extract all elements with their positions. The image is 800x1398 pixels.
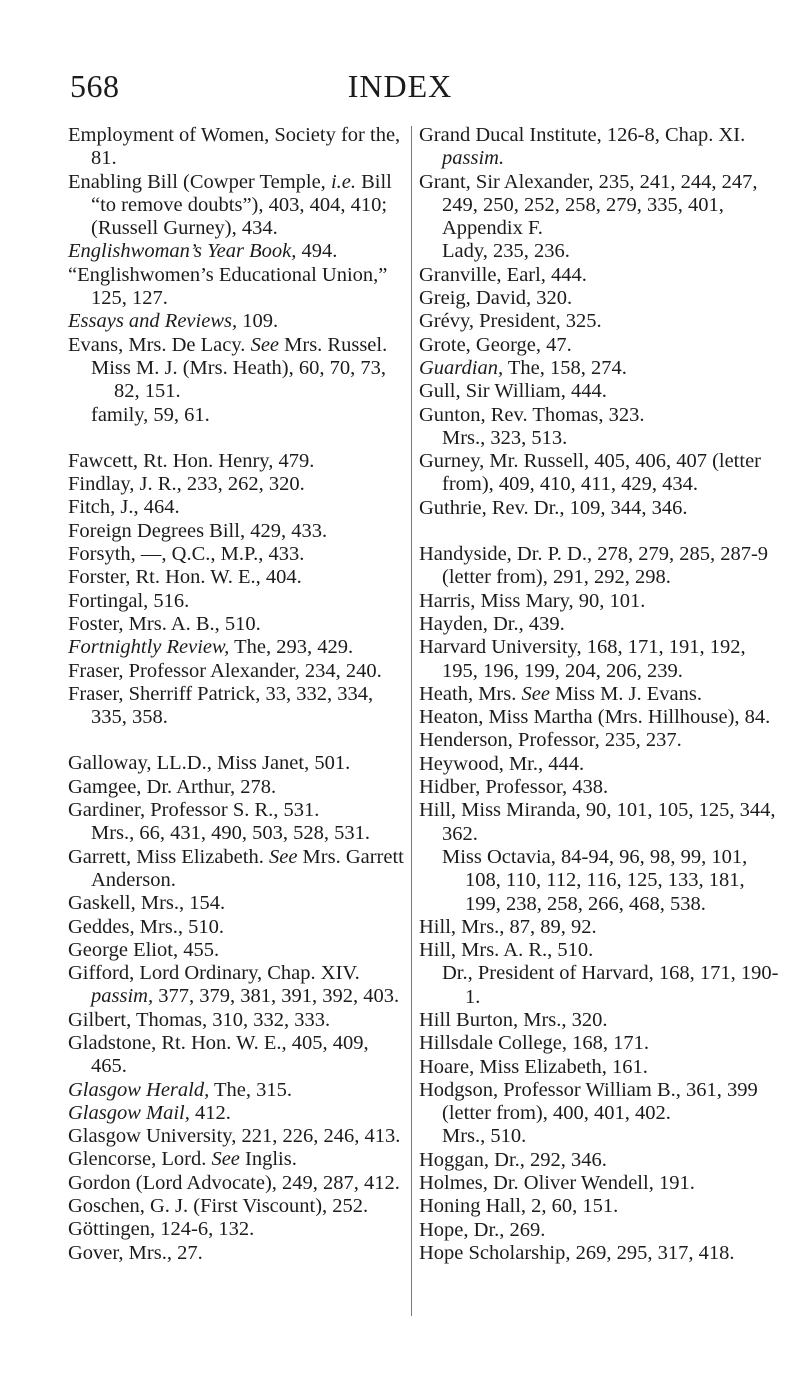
entry-text: Guardian, — [419, 356, 504, 379]
entry-text: Lady, 235, 236. — [442, 240, 570, 263]
index-column-right — [419, 124, 779, 1265]
entry-text: Mrs., 323, 513. — [442, 426, 568, 449]
index-entry — [419, 1009, 779, 1032]
page-title: INDEX — [347, 68, 453, 104]
index-subentry — [68, 822, 408, 845]
entry-text: Gover, Mrs., 27. — [68, 1241, 203, 1264]
index-entry — [68, 636, 408, 659]
index-entry — [68, 939, 408, 962]
index-entry — [419, 287, 779, 310]
entry-text: Foster, Mrs. A. B., 510. — [68, 612, 261, 635]
index-entry — [419, 776, 779, 799]
index-subentry — [419, 1125, 779, 1148]
page-header — [0, 68, 800, 118]
entry-text: Hope, Dr., 269. — [419, 1218, 546, 1241]
index-entry — [68, 1102, 408, 1125]
index-entry — [419, 543, 779, 590]
entry-text: 109. — [237, 310, 279, 333]
index-subentry — [419, 427, 779, 450]
entry-text: Essays and Reviews, — [68, 310, 238, 333]
index-entry — [68, 240, 408, 263]
index-entry — [419, 171, 779, 241]
index-subentry — [419, 240, 779, 263]
index-entry — [68, 1242, 408, 1265]
page-number: 568 — [70, 68, 120, 104]
entry-text: Honing Hall, 2, 60, 151. — [419, 1195, 619, 1218]
index-entry — [68, 496, 408, 519]
index-entry — [68, 916, 408, 939]
entry-text: Hoare, Miss Elizabeth, 161. — [419, 1055, 648, 1078]
entry-text: Heaton, Miss Martha (Mrs. Hillhouse), 84. — [419, 706, 771, 729]
entry-text: Gladstone, Rt. Hon. W. E., 405, 409, 465. — [68, 1031, 369, 1078]
entry-text: Granville, Earl, 444. — [419, 263, 587, 286]
index-entry — [68, 1218, 408, 1241]
entry-text: 377, 379, 381, 391, 392, 403. — [153, 985, 400, 1008]
index-entry — [419, 404, 779, 427]
entry-text: Gardiner, Professor S. R., 531. — [68, 799, 320, 822]
index-entry — [68, 1195, 408, 1218]
index-entry — [419, 590, 779, 613]
index-entry — [419, 1219, 779, 1242]
entry-text: family, 59, 61. — [91, 403, 210, 426]
entry-text: Hayden, Dr., 439. — [419, 612, 565, 635]
entry-text: The, 315. — [209, 1078, 292, 1101]
index-entry — [68, 1148, 408, 1171]
index-entry — [68, 1032, 408, 1079]
entry-text: 494. — [296, 240, 338, 263]
index-entry — [68, 520, 408, 543]
entry-text: Fawcett, Rt. Hon. Henry, 479. — [68, 449, 315, 472]
entry-text: Foreign Degrees Bill, 429, 433. — [68, 519, 328, 542]
index-entry — [419, 1056, 779, 1079]
entry-text: Fitch, J., 464. — [68, 496, 180, 519]
index-entry — [419, 613, 779, 636]
entry-text: Hill Burton, Mrs., 320. — [419, 1008, 608, 1031]
index-entry — [419, 916, 779, 939]
index-entry — [419, 753, 779, 776]
entry-text: Harvard University, 168, 171, 191, 192, 195, 196, 199, 204, 206, 239. — [419, 636, 746, 682]
entry-text: Employment of Women, Society for the, 81. — [68, 124, 401, 170]
entry-text: Fortingal, 516. — [68, 589, 190, 612]
entry-text: Grote, George, 47. — [419, 333, 572, 356]
index-entry — [419, 939, 779, 962]
entry-text: Mrs., 510. — [442, 1125, 527, 1148]
entry-text: Bill “to remove doubts”), 403, 404, 410; (Russell Gurney), 434. — [91, 170, 392, 240]
entry-text: Glencorse, Lord. — [68, 1148, 212, 1171]
entry-text: Fraser, Sherriff Patrick, 33, 332, 334, 335, 358. — [68, 682, 374, 729]
index-entry — [419, 729, 779, 752]
entry-text: Evans, Mrs. De Lacy. — [68, 333, 251, 356]
entry-text: Gurney, Mr. Russell, 405, 406, 407 (letter from), 409, 410, 411, 429, 434. — [419, 450, 762, 496]
index-entry — [68, 660, 408, 683]
entry-text: Glasgow Herald, — [68, 1078, 210, 1101]
index-entry — [68, 590, 408, 613]
index-entry — [419, 1149, 779, 1172]
entry-text: Glasgow University, 221, 226, 246, 413. — [68, 1125, 401, 1148]
index-entry — [419, 357, 779, 380]
entry-text: Holmes, Dr. Oliver Wendell, 191. — [419, 1172, 695, 1195]
entry-text: George Eliot, 455. — [68, 938, 220, 961]
entry-text: Goschen, G. J. (First Viscount), 252. — [68, 1195, 369, 1218]
index-entry — [68, 776, 408, 799]
index-entry — [419, 1172, 779, 1195]
entry-text: Galloway, LL.D., Miss Janet, 501. — [68, 752, 351, 775]
entry-text: Miss M. J. Evans. — [549, 682, 702, 705]
entry-text: Handyside, Dr. P. D., 278, 279, 285, 287-9 (letter from), 291, 292, 298. — [419, 543, 769, 589]
index-entry — [419, 1195, 779, 1218]
entry-text: See — [250, 333, 280, 356]
entry-text: Gordon (Lord Advocate), 249, 287, 412. — [68, 1171, 400, 1194]
entry-text: Miss Octavia, 84-94, 96, 98, 99, 101, 108, 110, 112, 116, 125, 133, 181, 199, 238, 258, 266, 468, 538. — [442, 845, 748, 915]
index-entry — [419, 706, 779, 729]
entry-text: The, 158, 274. — [503, 356, 627, 379]
entry-text: “Englishwomen’s Educational Union,” 125, 127. — [68, 263, 388, 310]
index-entry — [68, 543, 408, 566]
entry-text: Hidber, Professor, 438. — [419, 776, 609, 799]
entry-text: Hill, Mrs. A. R., 510. — [419, 939, 594, 962]
entry-text: Enabling Bill (Cowper Temple, — [68, 170, 331, 193]
index-entry — [419, 1242, 779, 1265]
index-entry — [68, 1009, 408, 1032]
section-gap — [68, 427, 408, 450]
entry-text: See — [268, 845, 298, 868]
index-entry — [68, 450, 408, 473]
entry-text: Hoggan, Dr., 292, 346. — [419, 1148, 607, 1171]
index-entry — [419, 264, 779, 287]
entry-text: Heywood, Mr., 444. — [419, 752, 585, 775]
entry-text: Guthrie, Rev. Dr., 109, 344, 346. — [419, 496, 688, 519]
entry-text: Dr., President of Harvard, 168, 171, 190-1. — [442, 962, 779, 1008]
index-subentry — [419, 846, 779, 916]
section-gap — [419, 520, 779, 543]
index-column-left — [68, 124, 408, 1265]
index-entry — [68, 892, 408, 915]
index-entry — [68, 124, 408, 171]
entry-text: 412. — [189, 1101, 231, 1124]
index-entry — [419, 636, 779, 683]
index-entry — [68, 683, 408, 730]
index-entry — [419, 799, 779, 846]
entry-text: Mrs. Garrett Anderson. — [91, 845, 404, 891]
entry-text: Inglis. — [239, 1148, 297, 1171]
entry-text: Fraser, Professor Alexander, 234, 240. — [68, 659, 382, 682]
entry-text: Henderson, Professor, 235, 237. — [419, 729, 682, 752]
entry-text: Forster, Rt. Hon. W. E., 404. — [68, 566, 302, 589]
entry-text: Grand Ducal Institute, 126-8, Chap. XI. — [419, 124, 746, 146]
index-entry — [419, 1079, 779, 1126]
index-entry — [68, 846, 408, 893]
entry-text: Englishwoman’s Year Book, — [68, 240, 297, 263]
entry-text: Greig, David, 320. — [419, 287, 573, 310]
index-entry — [68, 1079, 408, 1102]
index-subentry — [419, 962, 779, 1009]
entry-text: Hope Scholarship, 269, 295, 317, 418. — [419, 1241, 735, 1264]
entry-text: Forsyth, —, Q.C., M.P., 433. — [68, 543, 305, 566]
entry-text: Garrett, Miss Elizabeth. — [68, 845, 269, 868]
column-divider — [411, 126, 412, 1316]
index-entry — [68, 799, 408, 822]
entry-text: Findlay, J. R., 233, 262, 320. — [68, 473, 305, 496]
entry-text: Geddes, Mrs., 510. — [68, 915, 225, 938]
index-entry — [68, 1125, 408, 1148]
entry-text: Hillsdale College, 168, 171. — [419, 1032, 650, 1055]
index-entry — [68, 1172, 408, 1195]
index-entry — [68, 566, 408, 589]
entry-text: Miss M. J. (Mrs. Heath), 60, 70, 73, 82, 151. — [91, 356, 386, 403]
entry-text: See — [521, 682, 550, 705]
entry-text: Mrs., 66, 431, 490, 503, 528, 531. — [91, 822, 371, 845]
entry-text: Mrs. Russel. — [279, 333, 388, 356]
entry-text: Gamgee, Dr. Arthur, 278. — [68, 775, 277, 798]
index-entry — [68, 473, 408, 496]
entry-text: Glasgow Mail, — [68, 1101, 190, 1124]
entry-text: Hill, Mrs., 87, 89, 92. — [419, 915, 597, 938]
index-entry — [419, 334, 779, 357]
index-entry — [419, 450, 779, 497]
entry-text: i.e. — [330, 170, 356, 193]
entry-text: Grant, Sir Alexander, 235, 241, 244, 247, 249, 250, 252, 258, 279, 335, 401, Appendix F. — [419, 170, 758, 240]
index-entry — [419, 497, 779, 520]
entry-text: Gull, Sir William, 444. — [419, 380, 607, 403]
entry-text: Hill, Miss Miranda, 90, 101, 105, 125, 344, 362. — [419, 799, 776, 845]
entry-text: Göttingen, 124-6, 132. — [68, 1218, 255, 1241]
entry-text: Heath, Mrs. — [419, 682, 522, 705]
index-entry — [419, 1032, 779, 1055]
index-entry — [419, 124, 779, 171]
index-entry — [68, 613, 408, 636]
entry-text: Gifford, Lord Ordinary, Chap. XIV. — [68, 962, 360, 985]
entry-text: passim. — [442, 147, 505, 170]
entry-text: Hodgson, Professor William B., 361, 399 (letter from), 400, 401, 402. — [419, 1078, 758, 1125]
index-entry — [68, 310, 408, 333]
index-subentry — [68, 357, 408, 404]
entry-text: Fortnightly Review, — [68, 636, 230, 659]
index-entry — [68, 962, 408, 1009]
entry-text: Grévy, President, 325. — [419, 310, 602, 333]
entry-text: Gilbert, Thomas, 310, 332, 333. — [68, 1008, 331, 1031]
entry-text: Gunton, Rev. Thomas, 323. — [419, 403, 645, 426]
index-entry — [419, 310, 779, 333]
index-subentry — [68, 404, 408, 427]
section-gap — [68, 729, 408, 752]
index-entry — [68, 752, 408, 775]
index-entry — [419, 683, 779, 706]
entry-text: Harris, Miss Mary, 90, 101. — [419, 589, 646, 612]
entry-text: The, 293, 429. — [229, 636, 354, 659]
entry-text: See — [211, 1148, 240, 1171]
entry-text: passim, — [91, 985, 154, 1008]
index-entry — [68, 264, 408, 311]
index-entry — [419, 380, 779, 403]
index-entry — [68, 334, 408, 357]
index-entry — [68, 171, 408, 241]
entry-text: Gaskell, Mrs., 154. — [68, 892, 226, 915]
